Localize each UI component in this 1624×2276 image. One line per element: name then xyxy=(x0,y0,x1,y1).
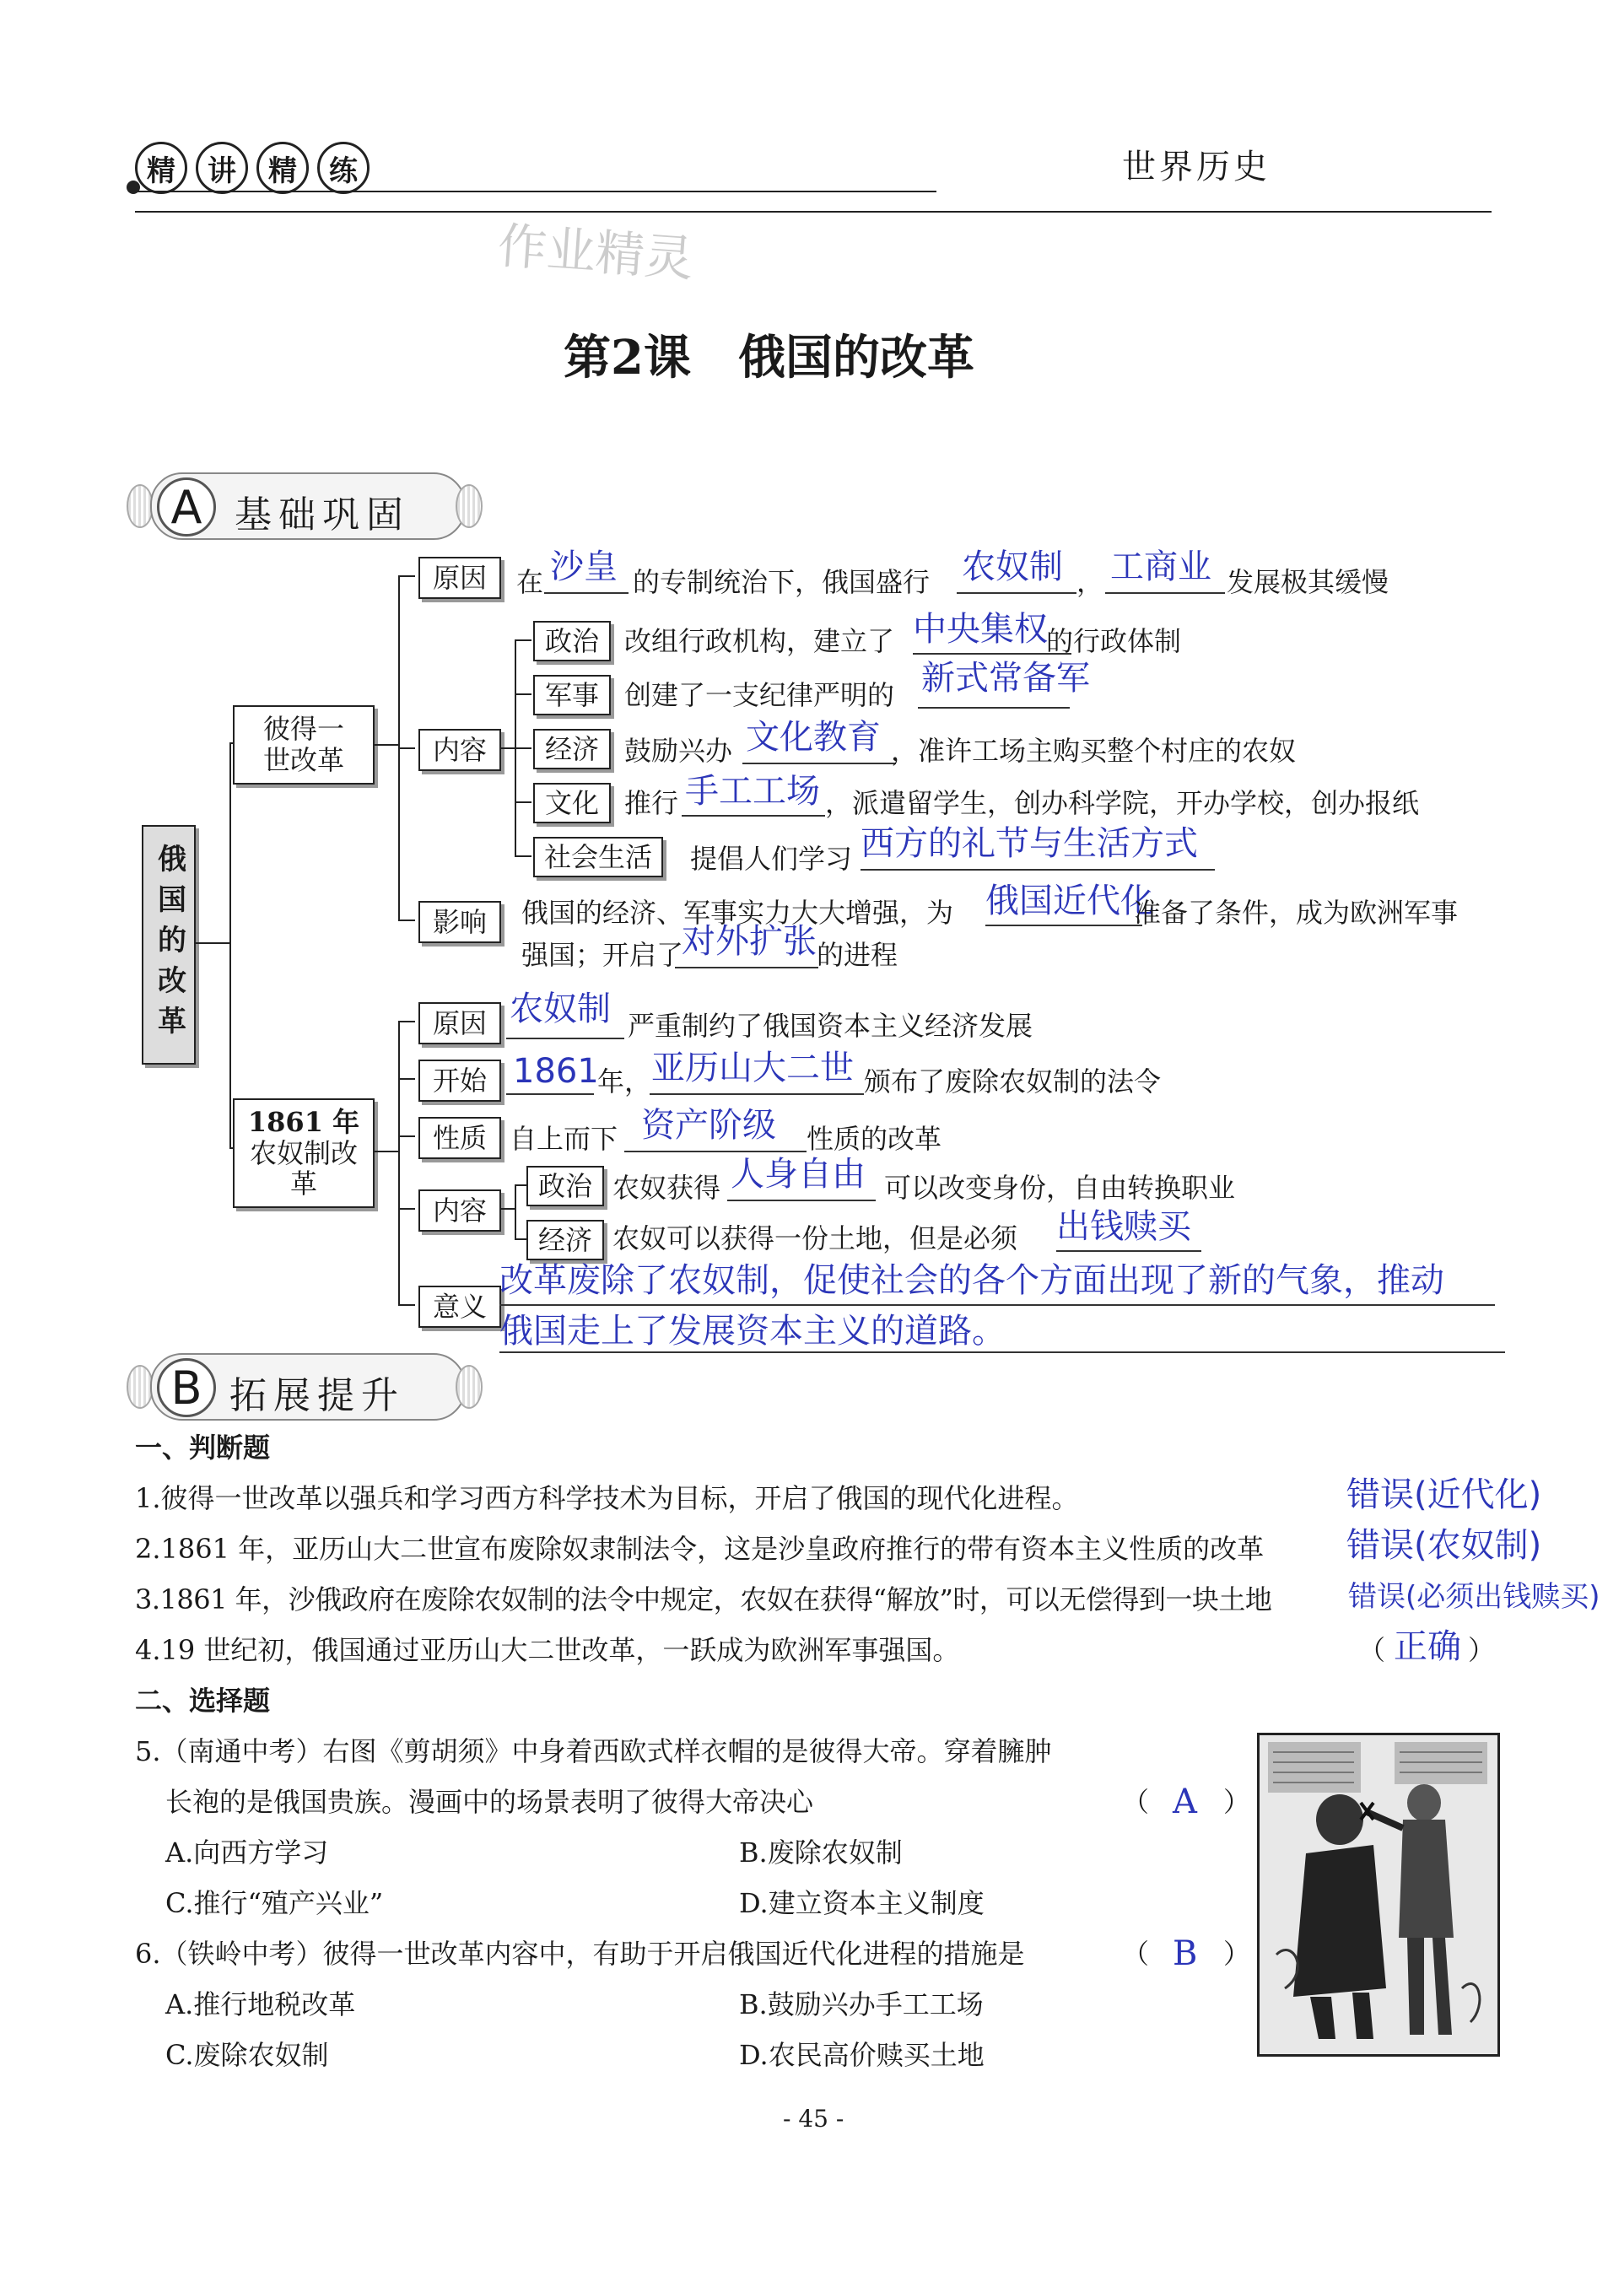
q6-option-d: D.农民高价赎买土地 xyxy=(739,2039,985,2071)
serf-start-mid: 年， xyxy=(597,1065,652,1098)
serf-cause-label: 原因 xyxy=(418,1002,501,1044)
peter-cause-sep: ， xyxy=(1076,566,1104,598)
serf-meaning-answer-2: 俄国走上了发展资本主义的道路。 xyxy=(499,1312,1006,1351)
peter-reform-label: 彼得一世改革 xyxy=(262,713,344,776)
section-a-fan-right xyxy=(456,484,483,528)
peter-culture-post: ，派遣留学生，创办科学院，开办学校，创办报纸 xyxy=(825,787,1420,819)
connector xyxy=(398,1304,415,1306)
connector xyxy=(515,855,531,857)
connector xyxy=(515,693,531,695)
section-b-fan-right xyxy=(456,1365,483,1409)
connector xyxy=(515,639,531,641)
peter-culture-pre: 推行 xyxy=(624,787,679,819)
section-b-title: 拓展提升 xyxy=(229,1374,405,1417)
header-rule-short xyxy=(135,191,936,192)
peter-reform-box xyxy=(233,705,375,785)
peter-politics-post: 的行政体制 xyxy=(1046,625,1182,657)
q5-option-d: D.建立资本主义制度 xyxy=(739,1887,985,1919)
serf-start-label: 开始 xyxy=(418,1060,501,1102)
peter-economy-pre: 鼓励兴办 xyxy=(624,735,733,767)
connector xyxy=(375,1151,400,1152)
serf-start-post: 颁布了废除农奴制的法令 xyxy=(864,1065,1162,1098)
q6-paren-right: ） xyxy=(1223,1938,1251,1970)
peter-culture-answer: 手工工场 xyxy=(685,772,820,811)
connector xyxy=(398,1208,415,1210)
connector xyxy=(229,742,231,1147)
page-number: - 45 - xyxy=(783,2105,844,2133)
serf-nature-blank xyxy=(624,1151,807,1152)
header-char-2: 讲 xyxy=(196,142,248,194)
serf-nature-answer: 资产阶级 xyxy=(641,1106,776,1145)
serf-politics-answer: 人身自由 xyxy=(731,1155,866,1194)
peter-cause-answer-2: 农奴制 xyxy=(962,547,1063,586)
mindmap-root: 俄国的改革 xyxy=(142,825,196,1065)
judge-answer-4: 正确 xyxy=(1394,1627,1461,1666)
q6-paren-left: （ xyxy=(1122,1938,1150,1970)
peter-social-pre: 提倡人们学习 xyxy=(690,843,853,875)
beard-cutting-cartoon xyxy=(1257,1733,1500,2057)
serf-start-answer-1: 1861 xyxy=(513,1052,599,1091)
peter-economy-blank xyxy=(742,763,896,764)
connector xyxy=(398,1078,415,1080)
judge-item-3: 3.1861 年，沙俄政府在废除农奴制的法令中规定，农奴在获得“解放”时，可以无偿得到一块土地 xyxy=(135,1583,1272,1615)
serf-cause-post: 严重制约了俄国资本主义经济发展 xyxy=(628,1010,1033,1042)
peter-impact-answer-1: 俄国近代化 xyxy=(985,882,1154,920)
cartoon-drawing xyxy=(1260,1735,1497,2054)
q6-option-c: C.废除农奴制 xyxy=(165,2039,329,2071)
section-a-letter: A xyxy=(157,477,216,537)
serf-economy-pre: 农奴可以获得一份土地，但是必须 xyxy=(612,1222,1018,1254)
peter-politics-label: 政治 xyxy=(533,621,611,661)
connector xyxy=(398,747,415,749)
serf-politics-blank xyxy=(727,1200,876,1201)
q5-option-c: C.推行“殖产兴业” xyxy=(165,1887,384,1919)
connector xyxy=(194,942,231,944)
peter-impact-pre-2: 强国；开启了 xyxy=(521,939,684,971)
peter-culture-blank xyxy=(682,815,825,817)
header-subject: 世界历史 xyxy=(1122,148,1271,186)
serf-start-blank-1 xyxy=(506,1093,594,1095)
q6-answer: B xyxy=(1173,1934,1198,1973)
q5-option-a: A.向西方学习 xyxy=(165,1836,329,1869)
peter-impact-answer-2: 对外扩张 xyxy=(682,922,817,961)
judge-paren-left-4: （ xyxy=(1358,1634,1386,1666)
serf-politics-label: 政治 xyxy=(526,1166,604,1206)
peter-military-blank xyxy=(918,707,1070,709)
peter-impact-pre: 俄国的经济、军事实力大大增强，为 xyxy=(521,897,954,929)
peter-cause-post: 发展极其缓慢 xyxy=(1227,566,1389,598)
serf-cause-blank xyxy=(506,1038,624,1039)
q5-line-2: 长袍的是俄国贵族。漫画中的场景表明了彼得大帝决心 xyxy=(165,1786,814,1818)
peter-impact-post-2: 的进程 xyxy=(817,939,898,971)
q6-option-b: B.鼓励兴办手工工场 xyxy=(739,1988,984,2020)
q6-option-a: A.推行地税改革 xyxy=(165,1988,356,2020)
peter-cause-answer-1: 沙皇 xyxy=(550,547,618,586)
peter-military-pre: 创建了一支纪律严明的 xyxy=(624,679,895,711)
judge-item-1: 1.彼得一世改革以强兵和学习西方科学技术为目标，开启了俄国的现代化进程。 xyxy=(135,1482,1079,1514)
connector xyxy=(398,575,415,577)
peter-impact-blank-2 xyxy=(675,967,818,968)
q6-line-1: 6.（铁岭中考）彼得一世改革内容中，有助于开启俄国近代化进程的措施是 xyxy=(135,1938,1025,1970)
header-rule xyxy=(135,211,1492,213)
connector xyxy=(375,744,400,746)
peter-impact-post-1: 准备了条件，成为欧洲军事 xyxy=(1134,897,1459,929)
serf-reform-box xyxy=(233,1098,375,1208)
peter-cause-answer-3: 工商业 xyxy=(1110,547,1211,586)
choice-heading: 二、选择题 xyxy=(135,1685,271,1717)
serf-content-label: 内容 xyxy=(418,1189,501,1232)
peter-politics-pre: 改组行政机构，建立了 xyxy=(624,625,895,657)
header-char-4: 练 xyxy=(317,142,370,194)
judge-item-4: 4.19 世纪初，俄国通过亚历山大二世改革，一跃成为欧洲军事强国。 xyxy=(135,1634,960,1666)
section-a-title: 基础巩固 xyxy=(235,493,410,537)
serf-meaning-blank-1 xyxy=(499,1304,1495,1306)
serf-cause-answer: 农奴制 xyxy=(510,990,611,1028)
connector xyxy=(398,920,415,921)
peter-social-blank xyxy=(861,869,1215,871)
serf-nature-post: 性质的改革 xyxy=(807,1123,942,1155)
q5-option-b: B.废除农奴制 xyxy=(739,1836,903,1869)
watermark: 作业精灵 xyxy=(495,216,696,289)
judge-paren-right-4: ） xyxy=(1468,1634,1496,1666)
serf-meaning-answer-1: 改革废除了农奴制，促使社会的各个方面出现了新的气象，推动 xyxy=(499,1261,1444,1300)
serf-meaning-label: 意义 xyxy=(418,1286,501,1328)
serf-nature-pre: 自上而下 xyxy=(510,1123,618,1155)
connector xyxy=(515,747,531,749)
peter-economy-answer: 文化教育 xyxy=(746,718,881,757)
peter-cause-mid: 的专制统治下，俄国盛行 xyxy=(633,566,931,598)
connector xyxy=(515,801,531,803)
connector xyxy=(501,747,515,749)
serf-meaning-blank-2 xyxy=(499,1351,1505,1353)
serf-reform-label-3: 革 xyxy=(289,1168,317,1200)
peter-military-answer: 新式常备军 xyxy=(921,659,1090,698)
q5-paren-left: （ xyxy=(1122,1786,1150,1818)
peter-culture-label: 文化 xyxy=(533,783,611,823)
peter-cause-label: 原因 xyxy=(418,557,501,599)
serf-reform-label-1: 1861 年 xyxy=(247,1105,360,1138)
serf-economy-label: 经济 xyxy=(526,1220,604,1260)
peter-social-answer: 西方的礼节与生活方式 xyxy=(861,824,1198,863)
judge-answer-2: 错误(农奴制) xyxy=(1346,1526,1542,1565)
q5-line-1: 5.（南通中考）右图《剪胡须》中身着西欧式样衣帽的是彼得大帝。穿着臃肿 xyxy=(135,1735,1052,1767)
judge-heading: 一、判断题 xyxy=(135,1432,271,1464)
serf-politics-post: 可以改变身份，自由转换职业 xyxy=(884,1172,1236,1204)
connector xyxy=(398,1021,415,1022)
connector xyxy=(515,1184,516,1240)
q5-paren-right: ） xyxy=(1223,1786,1251,1818)
judge-answer-1: 错误(近代化) xyxy=(1346,1475,1542,1514)
serf-politics-pre: 农奴获得 xyxy=(612,1172,721,1204)
connector xyxy=(501,1208,515,1210)
peter-military-label: 军事 xyxy=(533,675,611,715)
peter-cause-blank-3 xyxy=(1105,592,1225,594)
connector xyxy=(398,1135,415,1137)
header-char-3: 精 xyxy=(256,142,309,194)
serf-start-blank-2 xyxy=(650,1093,864,1095)
serf-economy-blank xyxy=(1056,1250,1201,1252)
section-b-letter: B xyxy=(157,1358,216,1417)
lesson-title: 第2课 俄国的改革 xyxy=(564,330,974,386)
peter-cause-blank-2 xyxy=(957,592,1076,594)
peter-impact-label: 影响 xyxy=(418,901,501,943)
peter-social-label: 社会生活 xyxy=(533,837,663,877)
peter-cause-pre: 在 xyxy=(516,566,544,598)
judge-item-2: 2.1861 年，亚历山大二世宣布废除奴隶制法令，这是沙皇政府推行的带有资本主义性质的改革 xyxy=(135,1533,1265,1565)
serf-nature-label: 性质 xyxy=(418,1117,501,1159)
judge-answer-3: 错误(必须出钱赎买) xyxy=(1348,1580,1600,1614)
peter-cause-blank-1 xyxy=(544,592,629,594)
peter-economy-post: ，准许工场主购买整个村庄的农奴 xyxy=(891,735,1297,767)
serf-economy-answer: 出钱赎买 xyxy=(1056,1207,1191,1246)
serf-start-answer-2: 亚历山大二世 xyxy=(651,1049,854,1087)
peter-politics-answer: 中央集权 xyxy=(913,610,1048,649)
q5-answer: A xyxy=(1173,1783,1197,1821)
connector xyxy=(398,1021,400,1306)
header-char-1: 精 xyxy=(135,142,187,194)
peter-impact-blank-1 xyxy=(985,925,1142,926)
serf-reform-label-2: 农奴制改 xyxy=(249,1136,358,1169)
peter-content-label: 内容 xyxy=(418,729,501,771)
peter-economy-label: 经济 xyxy=(533,729,611,769)
